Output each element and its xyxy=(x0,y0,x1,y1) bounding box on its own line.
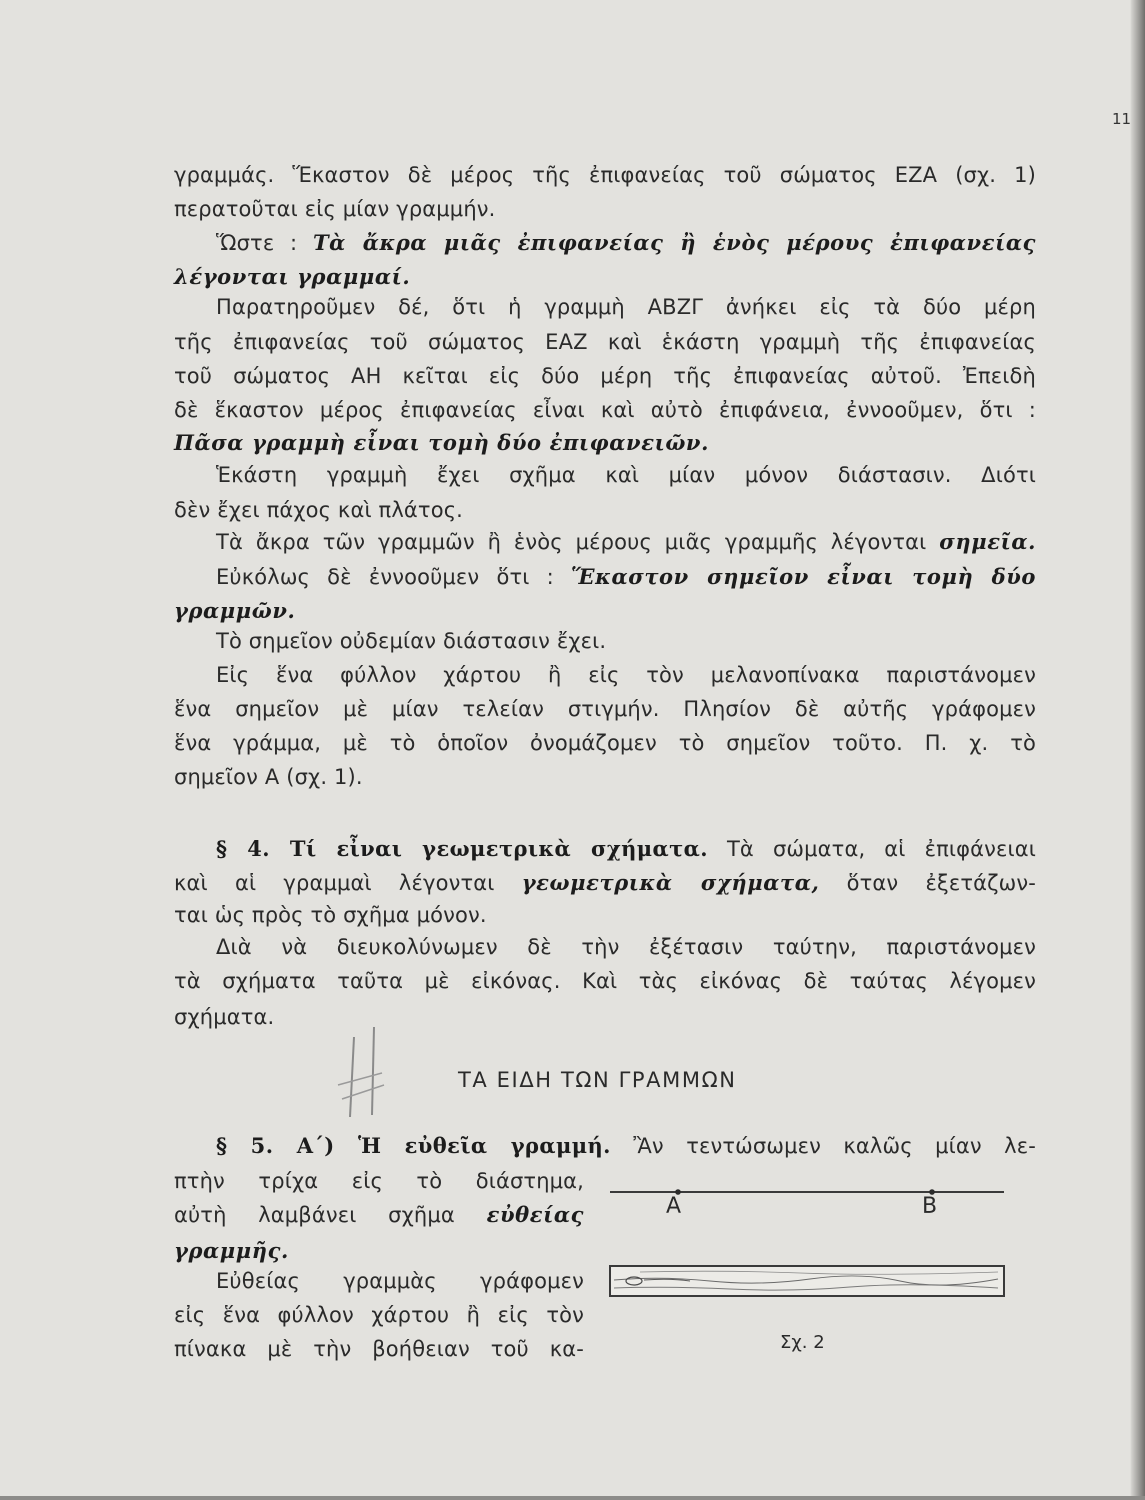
text-line: τῆς ἐπιφανείας τοῦ σώματος ΕΑΖ καὶ ἑκάστη γραμμὴ τῆς ἐπιφανείας xyxy=(174,330,1036,354)
text-span: αὐτὴ λαμβάνει σχῆμα xyxy=(174,1203,455,1227)
figure-2 xyxy=(600,1180,1010,1380)
bold-definition: Τὰ ἄκρα μιᾶς ἐπιφανείας ἢ ἑνὸς μέρους ἐπιφανείας xyxy=(312,230,1036,255)
text-line: σχήματα. xyxy=(174,1005,275,1029)
text-span: Εὐκόλως δὲ ἐννοοῦμεν ὅτι : xyxy=(216,565,554,589)
definition-line xyxy=(216,527,1036,557)
page-bottom-edge xyxy=(0,1496,1145,1500)
page-edge-shadow xyxy=(1131,0,1145,1500)
text-line: ται ὡς πρὸς τὸ σχῆμα μόνον. xyxy=(174,903,487,927)
text-line: Ἑκάστη γραμμὴ ἔχει σχῆμα καὶ μίαν μόνον διάστασιν. Διότι xyxy=(216,463,1036,487)
text-line: πτὴν τρίχα εἰς τὸ διάστημα, xyxy=(174,1169,584,1193)
text-span: Τὰ ἄκρα τῶν γραμμῶν ἢ ἑνὸς μέρους μιᾶς γραμμῆς λέγονται xyxy=(216,530,927,554)
text-line xyxy=(174,868,1036,898)
bold-definition: σημεῖα. xyxy=(939,529,1037,554)
ruler-icon xyxy=(610,1266,1004,1296)
text-line: δὲν ἔχει πάχος καὶ πλάτος. xyxy=(174,498,463,522)
bold-definition: Πᾶσα γραμμὴ εἶναι τομὴ δύο ἐπιφανειῶν. xyxy=(174,430,710,455)
text-line: πίνακα μὲ τὴν βοήθειαν τοῦ κα- xyxy=(174,1337,584,1361)
text-span: ὅταν ἐξετάζων- xyxy=(846,871,1037,895)
text-line: ἕνα γράμμα, μὲ τὸ ὁποῖον ὀνομάζομεν τὸ σημεῖον τοῦτο. Π. χ. τὸ xyxy=(174,731,1036,755)
text-line: δὲ ἕκαστον μέρος ἐπιφανείας εἶναι καὶ αὐτὸ ἐπιφάνεια, ἐννοοῦμεν, ὅτι : xyxy=(174,398,1036,422)
page-number: 11 xyxy=(1112,110,1132,128)
definition-line xyxy=(216,562,1036,592)
section-5-line xyxy=(216,1131,1036,1161)
text-line: τοῦ σώματος ΑΗ κεῖται εἰς δύο μέρη τῆς ἐπιφανείας αὐτοῦ. Ἐπειδὴ xyxy=(174,364,1036,388)
text-line: σημεῖον Α (σχ. 1). xyxy=(174,765,363,789)
text-line: Διὰ νὰ διευκολύνωμεν δὲ τὴν ἐξέτασιν ταύτην, παριστάνομεν xyxy=(216,935,1036,959)
text-line: περατοῦται εἰς μίαν γραμμήν. xyxy=(174,197,496,221)
text-span: Ἂν τεντώσωμεν καλῶς μίαν λε- xyxy=(633,1134,1036,1158)
bold-term: γραμμῆς. xyxy=(174,1238,289,1263)
point-a-label: Α xyxy=(666,1194,682,1219)
text-line: εἰς ἕνα φύλλον χάρτου ἢ εἰς τὸν xyxy=(174,1303,584,1327)
point-b-label: Β xyxy=(922,1194,938,1219)
text-span: Τὰ σώματα, αἱ ἐπιφάνειαι xyxy=(726,837,1037,861)
bold-definition: Ἕκαστον σημεῖον εἶναι τομὴ δύο xyxy=(571,564,1036,589)
text-line: Τὸ σημεῖον οὐδεμίαν διάστασιν ἔχει. xyxy=(216,629,607,653)
text-line: τὰ σχήματα ταῦτα μὲ εἰκόνας. Καὶ τὰς εἰκόνας δὲ ταύτας λέγομεν xyxy=(174,969,1036,993)
section-4-title: § 4. Τί εἶναι γεωμετρικὰ σχήματα. xyxy=(216,836,708,861)
bold-definition: γραμμῶν. xyxy=(174,598,296,623)
text-span: καὶ αἱ γραμμαὶ λέγονται xyxy=(174,871,495,895)
section-heading: ΤΑ ΕΙΔΗ ΤΩΝ ΓΡΑΜΜΩΝ xyxy=(458,1068,737,1092)
straight-line-diagram xyxy=(600,1180,1010,1310)
definition-line xyxy=(216,228,1036,258)
bold-definition: λέγονται γραμμαί. xyxy=(174,264,411,289)
text-line: ἕνα σημεῖον μὲ μίαν τελείαν στιγμήν. Πλησίον δὲ αὐτῆς γράφομεν xyxy=(174,697,1036,721)
section-5-title: § 5. Α΄) Ἡ εὐθεῖα γραμμή. xyxy=(216,1133,611,1158)
text-line: Εἰς ἕνα φύλλον χάρτου ἢ εἰς τὸν μελανοπίνακα παριστάνομεν xyxy=(216,663,1036,687)
bold-term: γεωμετρικὰ σχήματα, xyxy=(521,870,820,895)
text-line: Εὐθείας γραμμὰς γράφομεν xyxy=(216,1269,584,1293)
text-line xyxy=(174,1200,584,1230)
section-4-line xyxy=(216,834,1036,864)
pencil-mark-icon xyxy=(318,1025,398,1125)
text-span: Ὥστε : xyxy=(216,231,298,255)
bold-term: εὐθείας xyxy=(486,1202,584,1227)
figure-caption: Σχ. 2 xyxy=(780,1332,825,1353)
text-line: γραμμάς. Ἕκαστον δὲ μέρος τῆς ἐπιφανείας τοῦ σώματος ΕΖΑ (σχ. 1) xyxy=(174,163,1036,187)
text-line: Παρατηροῦμεν δέ, ὅτι ἡ γραμμὴ ΑΒΖΓ ἀνήκει εἰς τὰ δύο μέρη xyxy=(216,295,1036,319)
